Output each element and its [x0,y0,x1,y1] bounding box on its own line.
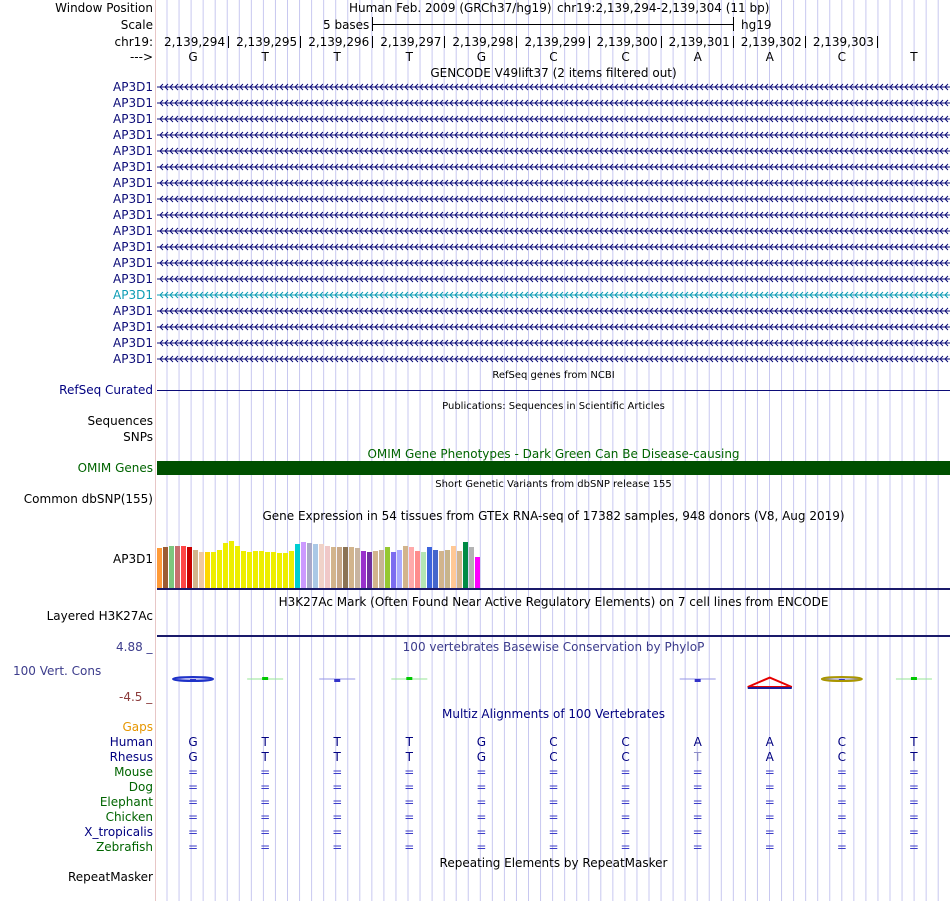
alignment-base: = [476,765,487,779]
alignment-base: = [620,840,631,854]
coordinate-tick [228,36,229,48]
phylop-min-label: -4.5 _ [119,690,153,704]
alignment-base: = [620,825,631,839]
gtex-tissue-bar[interactable] [385,547,390,588]
layered-h3k27ac-label[interactable]: Layered H3K27Ac [46,609,153,623]
gtex-gene-label[interactable]: AP3D1 [113,552,153,566]
gencode-gene-label[interactable]: AP3D1 [113,304,153,318]
alignment-base: C [837,735,847,749]
gencode-gene-label[interactable]: AP3D1 [113,256,153,270]
alignment-base: = [692,765,703,779]
gencode-gene-label[interactable]: AP3D1 [113,272,153,286]
coordinate-tick [300,36,301,48]
gtex-tissue-bar[interactable] [265,552,270,588]
coordinate-label: 2,139,300 [596,35,658,49]
alignment-base: = [548,765,559,779]
gtex-tissue-bar[interactable] [295,544,300,588]
alignment-base: T [910,750,918,764]
alignment-base: G [188,750,198,764]
scale-bar-right-tick [733,17,734,31]
phylop-score-mark[interactable] [748,678,792,687]
phylop-score-mark[interactable] [262,677,268,680]
base-letter: C [837,50,847,64]
coordinate-label: 2,139,294 [164,35,226,49]
alignment-base: = [548,795,559,809]
alignment-base: = [188,765,199,779]
refseq-gene-line[interactable] [157,390,950,391]
coordinate-tick [877,36,878,48]
gtex-tissue-bar[interactable] [355,548,360,588]
gencode-gene-label[interactable]: AP3D1 [113,320,153,334]
gencode-transcript[interactable] [157,290,950,300]
alignment-base: = [476,795,487,809]
gtex-tissue-bar[interactable] [235,546,240,588]
alignment-base: = [764,795,775,809]
alignment-base: G [188,735,198,749]
alignment-base: = [476,840,487,854]
omim-genes-label[interactable]: OMIM Genes [77,461,153,475]
gtex-tissue-bar[interactable] [313,544,318,588]
coordinate-label: 2,139,298 [452,35,514,49]
gtex-tissue-bar[interactable] [391,552,396,588]
coordinate-label: 2,139,296 [308,35,370,49]
coordinate-tick [805,36,806,48]
alignment-base: = [692,795,703,809]
gencode-gene-label[interactable]: AP3D1 [113,96,153,110]
gtex-tissue-bar[interactable] [163,547,168,588]
gtex-tissue-bar[interactable] [175,546,180,588]
coordinate-tick [661,36,662,48]
alignment-base: = [260,765,271,779]
gtex-tissue-bar[interactable] [271,552,276,588]
gencode-gene-label[interactable]: AP3D1 [113,80,153,94]
alignment-base: = [692,840,703,854]
base-letter: G [188,50,198,64]
base-letter: T [910,50,918,64]
gtex-tissue-bar[interactable] [373,551,378,588]
gtex-tissue-bar[interactable] [319,544,324,588]
multiz-track-title: Multiz Alignments of 100 Vertebrates [441,707,666,721]
common-dbsnp-label[interactable]: Common dbSNP(155) [23,492,153,506]
alignment-base: C [837,750,847,764]
gencode-gene-label[interactable]: AP3D1 [113,224,153,238]
alignment-base: = [548,810,559,824]
phylop-score-mark[interactable] [334,679,340,682]
alignment-base: = [404,825,415,839]
repeatmasker-track-title: Repeating Elements by RepeatMasker [439,856,668,870]
base-letter: T [405,50,413,64]
gtex-tissue-bar[interactable] [421,552,426,588]
gencode-transcript[interactable] [157,242,950,252]
h3k27ac-baseline [157,635,950,637]
alignment-base: = [548,825,559,839]
base-letter: A [765,50,774,64]
coordinate-label: 2,139,295 [236,35,298,49]
base-letter: A [693,50,702,64]
gencode-gene-label[interactable]: AP3D1 [113,112,153,126]
alignment-base: G [476,750,487,764]
alignment-base: = [188,825,199,839]
coordinate-tick [589,36,590,48]
gtex-tissue-bar[interactable] [307,543,312,588]
gtex-tissue-bar[interactable] [343,547,348,588]
gencode-transcript[interactable] [157,258,950,268]
gtex-tissue-bar[interactable] [283,553,288,588]
gtex-tissue-bar[interactable] [247,552,252,588]
alignment-base: = [260,825,271,839]
gtex-tissue-bar[interactable] [331,547,336,588]
position-text: chr19:2,139,294-2,139,304 (11 bp) [557,1,770,15]
gtex-tissue-bar[interactable] [229,541,234,588]
alignment-base: = [908,810,919,824]
gtex-tissue-bar[interactable] [211,552,216,588]
alignment-base: = [332,780,343,794]
gtex-tissue-bar[interactable] [433,550,438,588]
alignment-base: T [333,750,341,764]
alignment-base: = [764,840,775,854]
gtex-tissue-bar[interactable] [325,546,330,588]
alignment-base: = [908,840,919,854]
alignment-base: = [620,780,631,794]
gtex-tissue-bar[interactable] [367,552,372,588]
species-label[interactable]: X_tropicalis [84,825,153,839]
strand-label: ---> [129,50,153,64]
alignment-base: = [620,810,631,824]
alignment-base: = [764,780,775,794]
coordinate-tick [516,36,517,48]
gencode-transcript[interactable] [157,210,950,220]
refseq-track-title: RefSeq genes from NCBI [492,370,615,381]
gtex-tissue-bar[interactable] [187,547,192,588]
gencode-transcript[interactable] [157,114,950,124]
alignment-base: = [332,840,343,854]
alignment-base: T [261,750,269,764]
alignment-base: C [621,735,630,749]
alignment-base: = [332,765,343,779]
alignment-base: = [548,780,559,794]
base-letter: T [261,50,269,64]
gencode-gene-label[interactable]: AP3D1 [113,160,153,174]
alignment-base: = [188,840,199,854]
alignment-base: = [692,780,703,794]
chrom-label: chr19: [114,35,153,49]
gtex-tissue-bar[interactable] [457,551,462,588]
gtex-tissue-bar[interactable] [463,542,468,588]
scale-bar [372,24,733,25]
species-label[interactable]: Human [109,735,153,749]
alignment-base: = [332,810,343,824]
assembly-title: Human Feb. 2009 (GRCh37/hg19) [349,1,552,15]
alignment-base: = [908,780,919,794]
species-label[interactable]: Zebrafish [96,840,153,854]
gtex-tissue-bar[interactable] [181,546,186,588]
base-letter: C [621,50,630,64]
alignment-base: = [404,765,415,779]
base-letter: C [549,50,558,64]
coordinate-label: 2,139,302 [740,35,802,49]
species-label[interactable]: Mouse [114,765,153,779]
gtex-tissue-bar[interactable] [217,550,222,588]
scale-bar-left-tick [372,17,373,31]
gtex-tissue-bar[interactable] [157,548,162,588]
repeatmasker-label[interactable]: RepeatMasker [67,870,153,884]
gencode-gene-label[interactable]: AP3D1 [113,336,153,350]
alignment-base: = [764,825,775,839]
phylop-track-title: 100 vertebrates Basewise Conservation by PhyloP [402,640,705,654]
base-letter: T [333,50,341,64]
gtex-tissue-bar[interactable] [403,546,408,588]
coordinate-tick [372,36,373,48]
gencode-transcript[interactable] [157,194,950,204]
gtex-tissue-bar[interactable] [451,546,456,588]
alignment-base: = [764,765,775,779]
scale-label: Scale [120,18,153,32]
gtex-tissue-bar[interactable] [445,550,450,588]
gaps-label[interactable]: Gaps [122,720,153,734]
alignment-base: C [549,750,558,764]
gencode-transcript[interactable] [157,226,950,236]
gtex-tissue-bar[interactable] [427,547,432,588]
alignment-base: = [404,780,415,794]
scale-db: hg19 [741,18,772,32]
dbsnp-track-title: Short Genetic Variants from dbSNP release 155 [435,479,672,490]
alignment-base: = [332,795,343,809]
alignment-base: T [261,735,269,749]
omim-track-title: OMIM Gene Phenotypes - Dark Green Can Be Disease-causing [367,447,740,461]
gencode-gene-label[interactable]: AP3D1 [113,240,153,254]
alignment-base: = [836,780,847,794]
gencode-transcript[interactable] [157,354,950,364]
gtex-baseline [157,588,950,590]
alignment-base: T [405,735,413,749]
alignment-base: T [910,735,918,749]
gtex-tissue-bar[interactable] [349,547,354,588]
omim-gene-bar[interactable] [157,461,950,475]
gtex-tissue-bar[interactable] [415,551,420,588]
gencode-transcript[interactable] [157,178,950,188]
alignment-base: = [476,825,487,839]
alignment-base: T [405,750,413,764]
left-divider [155,0,156,901]
gtex-tissue-bar[interactable] [469,547,474,588]
alignment-base: = [836,795,847,809]
gencode-gene-label[interactable]: AP3D1 [113,128,153,142]
gencode-gene-label[interactable]: AP3D1 [113,176,153,190]
alignment-base: = [692,825,703,839]
phylop-plot[interactable] [157,650,950,700]
h3k27ac-track-title: H3K27Ac Mark (Often Found Near Active Regulatory Elements) on 7 cell lines from ENCODE [278,595,829,609]
alignment-base: T [333,735,341,749]
species-label[interactable]: Rhesus [109,750,153,764]
alignment-base: = [908,765,919,779]
alignment-base: = [764,810,775,824]
gtex-tissue-bar[interactable] [439,551,444,588]
alignment-base: = [908,795,919,809]
alignment-base: = [836,840,847,854]
gtex-tissue-bar[interactable] [277,553,282,588]
alignment-base: = [476,810,487,824]
alignment-base: C [549,735,558,749]
gtex-tissue-bar[interactable] [223,543,228,588]
phylop-max-label: 4.88 _ [116,640,153,654]
alignment-base: = [620,765,631,779]
alignment-base: = [260,780,271,794]
gtex-tissue-bar[interactable] [361,551,366,588]
coordinate-label: 2,139,299 [524,35,586,49]
alignment-base: = [260,795,271,809]
gtex-track-title: Gene Expression in 54 tissues from GTEx RNA-seq of 17382 samples, 948 donors (V8, Aug 2019) [262,509,845,523]
gencode-transcript[interactable] [157,338,950,348]
alignment-base: = [908,825,919,839]
gtex-tissue-bar[interactable] [193,550,198,588]
gtex-tissue-bar[interactable] [169,546,174,588]
gencode-gene-label[interactable]: AP3D1 [113,144,153,158]
alignment-base: = [836,765,847,779]
base-letter: G [476,50,487,64]
gencode-gene-label[interactable]: AP3D1 [113,352,153,366]
alignment-base: = [188,795,199,809]
species-label[interactable]: Chicken [105,810,153,824]
coordinate-label: 2,139,301 [668,35,730,49]
gtex-tissue-bar[interactable] [199,552,204,588]
phylop-score-mark[interactable] [911,677,917,680]
coordinate-tick [444,36,445,48]
gencode-transcript[interactable] [157,306,950,316]
alignment-base: = [620,795,631,809]
snps-label[interactable]: SNPs [123,430,153,444]
sequences-label[interactable]: Sequences [87,414,153,428]
gencode-transcript[interactable] [157,322,950,332]
gtex-tissue-bar[interactable] [475,557,480,588]
alignment-base: = [476,780,487,794]
coordinate-label: 2,139,297 [380,35,442,49]
gencode-transcript[interactable] [157,82,950,92]
alignment-base: = [188,810,199,824]
alignment-base: = [260,840,271,854]
coordinate-label: 2,139,303 [812,35,874,49]
alignment-base: A [765,735,774,749]
gencode-gene-label[interactable]: AP3D1 [113,208,153,222]
alignment-base: = [404,795,415,809]
gencode-gene-label[interactable]: AP3D1 [113,288,153,302]
alignment-base: = [836,810,847,824]
gencode-transcript[interactable] [157,146,950,156]
gtex-tissue-bar[interactable] [259,551,264,588]
alignment-base: T [694,750,702,764]
gtex-tissue-bar[interactable] [205,552,210,588]
phylop-score-mark[interactable] [695,679,701,682]
publications-track-title: Publications: Sequences in Scientific Articles [442,401,665,412]
species-label[interactable]: Dog [128,780,153,794]
gtex-tissue-bar[interactable] [379,550,384,588]
phylop-score-mark[interactable] [406,677,412,680]
alignment-base: = [692,810,703,824]
alignment-base: = [332,825,343,839]
alignment-base: = [404,840,415,854]
alignment-base: G [476,735,487,749]
gtex-tissue-bar[interactable] [289,551,294,588]
alignment-base: = [548,840,559,854]
gencode-transcript[interactable] [157,162,950,172]
phylop-track-label[interactable]: 100 Vert. Cons [13,664,102,678]
coordinate-tick [733,36,734,48]
gencode-transcript[interactable] [157,130,950,140]
window-position-label: Window Position [55,1,153,15]
gencode-transcript[interactable] [157,98,950,108]
refseq-curated-label[interactable]: RefSeq Curated [59,383,153,397]
gtex-tissue-bar[interactable] [253,551,258,588]
gencode-gene-label[interactable]: AP3D1 [113,192,153,206]
gencode-track-title: GENCODE V49lift37 (2 items filtered out) [430,66,677,80]
gtex-tissue-bar[interactable] [241,551,246,588]
alignment-base: A [765,750,774,764]
scale-text: 5 bases [323,18,370,32]
gtex-tissue-bar[interactable] [301,542,306,588]
alignment-base: = [404,810,415,824]
gencode-transcript[interactable] [157,274,950,284]
species-label[interactable]: Elephant [99,795,153,809]
gtex-tissue-bar[interactable] [397,550,402,588]
alignment-base: C [621,750,630,764]
alignment-base: = [188,780,199,794]
alignment-base: A [693,735,702,749]
alignment-base: = [260,810,271,824]
alignment-base: = [836,825,847,839]
gtex-tissue-bar[interactable] [409,547,414,588]
gtex-tissue-bar[interactable] [337,547,342,588]
